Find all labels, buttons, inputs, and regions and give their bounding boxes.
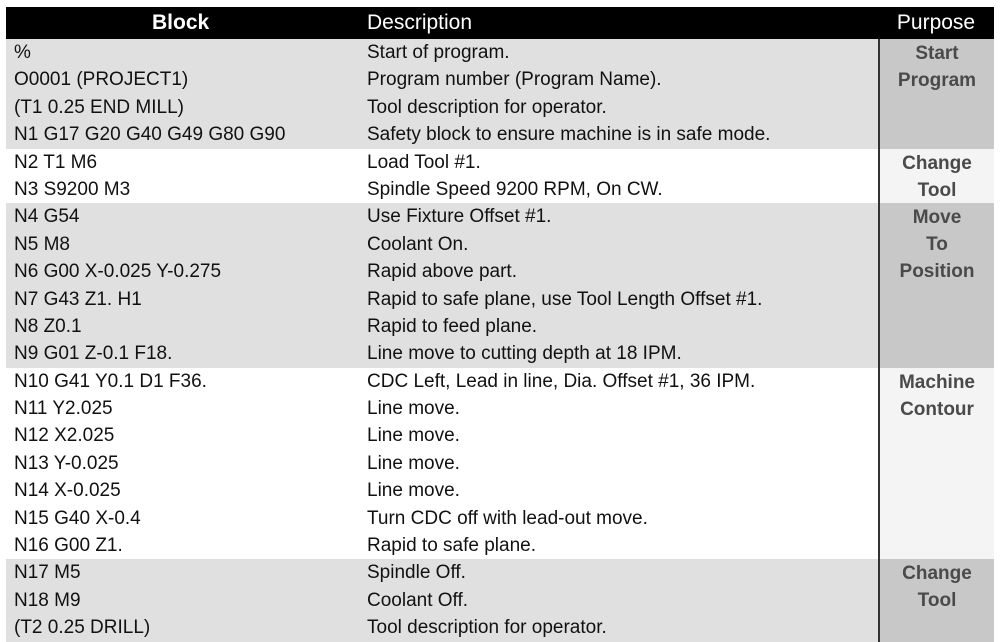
purpose-line: Contour	[900, 398, 974, 420]
block-cell: (T2 0.25 DRILL)	[14, 617, 151, 639]
table-row	[6, 395, 878, 422]
purpose-line: Tool	[917, 179, 957, 201]
description-cell: Turn CDC off with lead-out move.	[367, 507, 648, 529]
table-row	[6, 121, 878, 148]
description-cell: CDC Left, Lead in line, Dia. Offset #1, 36 IPM.	[367, 370, 756, 392]
table-row	[6, 39, 878, 66]
description-cell: Use Fixture Offset #1.	[367, 206, 552, 228]
block-cell: N9 G01 Z-0.1 F18.	[14, 343, 173, 365]
table-row	[6, 422, 878, 449]
block-cell: N2 T1 M6	[14, 151, 98, 173]
description-cell: Line move.	[367, 480, 460, 502]
group-rows	[6, 39, 878, 149]
description-cell: Rapid above part.	[367, 261, 517, 283]
table-row	[6, 340, 878, 367]
header-description: Description	[367, 11, 473, 34]
block-cell: N13 Y-0.025	[14, 452, 119, 474]
block-cell: N7 G43 Z1. H1	[14, 288, 142, 310]
purpose-cell	[878, 368, 994, 560]
table-row	[6, 505, 878, 532]
block-cell: N3 S9200 M3	[14, 178, 131, 200]
block-cell: N8 Z0.1	[14, 315, 82, 337]
table-row	[6, 286, 878, 313]
description-cell: Rapid to feed plane.	[367, 315, 538, 337]
block-cell: N12 X2.025	[14, 425, 115, 447]
description-cell: Spindle Speed 9200 RPM, On CW.	[367, 178, 663, 200]
description-cell: Start of program.	[367, 42, 510, 63]
block-cell: O0001 (PROJECT1)	[14, 69, 189, 91]
row-group	[6, 149, 994, 204]
block-cell: N14 X-0.025	[14, 480, 121, 502]
row-group	[6, 203, 994, 367]
purpose-line: Start	[915, 43, 959, 64]
description-cell: Safety block to ensure machine is in safe mode.	[367, 124, 771, 146]
block-cell: N5 M8	[14, 233, 70, 255]
cnc-program-table	[6, 7, 994, 642]
purpose-line: To	[926, 234, 948, 256]
table-row	[6, 149, 878, 176]
purpose-cell	[878, 39, 994, 149]
table-row	[6, 231, 878, 258]
block-cell: N18 M9	[14, 589, 81, 611]
table-row	[6, 477, 878, 504]
purpose-line: Program	[897, 70, 977, 91]
purpose-cell	[878, 559, 994, 641]
description-cell: Line move.	[367, 452, 460, 474]
table-row	[6, 450, 878, 477]
block-cell: N11 Y2.025	[14, 398, 113, 420]
table-row	[6, 258, 878, 285]
description-cell: Rapid to safe plane.	[367, 535, 537, 557]
description-cell: Tool description for operator.	[367, 617, 607, 639]
description-cell: Load Tool #1.	[367, 151, 481, 173]
block-cell: N16 G00 Z1.	[14, 535, 123, 557]
block-cell: N4 G54	[14, 206, 80, 228]
table-row	[6, 368, 878, 395]
table-row	[6, 94, 878, 121]
group-rows	[6, 149, 878, 204]
purpose-line: Change	[902, 152, 972, 174]
description-cell: Line move.	[367, 398, 460, 420]
purpose-line: Machine	[898, 371, 976, 393]
group-rows	[6, 559, 878, 641]
table-row	[6, 66, 878, 93]
purpose-line: Tool	[917, 590, 957, 612]
table-row	[6, 203, 878, 230]
block-cell: N1 G17 G20 G40 G49 G80 G90	[14, 124, 286, 146]
block-cell: N17 M5	[14, 562, 81, 584]
block-cell: %	[14, 42, 31, 63]
table-row	[6, 532, 878, 559]
description-cell: Coolant Off.	[367, 589, 469, 611]
header-purpose: Purpose	[896, 11, 976, 34]
row-group	[6, 559, 994, 641]
purpose-cell	[878, 149, 994, 204]
description-cell: Rapid to safe plane, use Tool Length Offset #1.	[367, 288, 763, 310]
description-cell: Program number (Program Name).	[367, 69, 662, 91]
purpose-line: Move	[912, 207, 962, 229]
header-block: Block	[152, 11, 210, 34]
description-cell: Line move.	[367, 425, 460, 447]
group-rows	[6, 368, 878, 560]
table-row	[6, 313, 878, 340]
description-cell: Tool description for operator.	[367, 96, 607, 118]
purpose-line: Change	[902, 563, 972, 585]
row-group	[6, 368, 994, 560]
table-body	[6, 39, 994, 642]
table-row	[6, 176, 878, 203]
table-row	[6, 587, 878, 614]
block-cell: N10 G41 Y0.1 D1 F36.	[14, 370, 207, 392]
table-row	[6, 559, 878, 586]
block-cell: N15 G40 X-0.4	[14, 507, 141, 529]
purpose-cell	[878, 203, 994, 367]
purpose-line: Position	[899, 261, 975, 283]
description-cell: Spindle Off.	[367, 562, 466, 584]
description-cell: Coolant On.	[367, 233, 469, 255]
block-cell: (T1 0.25 END MILL)	[14, 96, 184, 118]
group-rows	[6, 203, 878, 367]
row-group	[6, 39, 994, 149]
table-header	[6, 7, 994, 39]
description-cell: Line move to cutting depth at 18 IPM.	[367, 343, 682, 365]
block-cell: N6 G00 X-0.025 Y-0.275	[14, 261, 222, 283]
